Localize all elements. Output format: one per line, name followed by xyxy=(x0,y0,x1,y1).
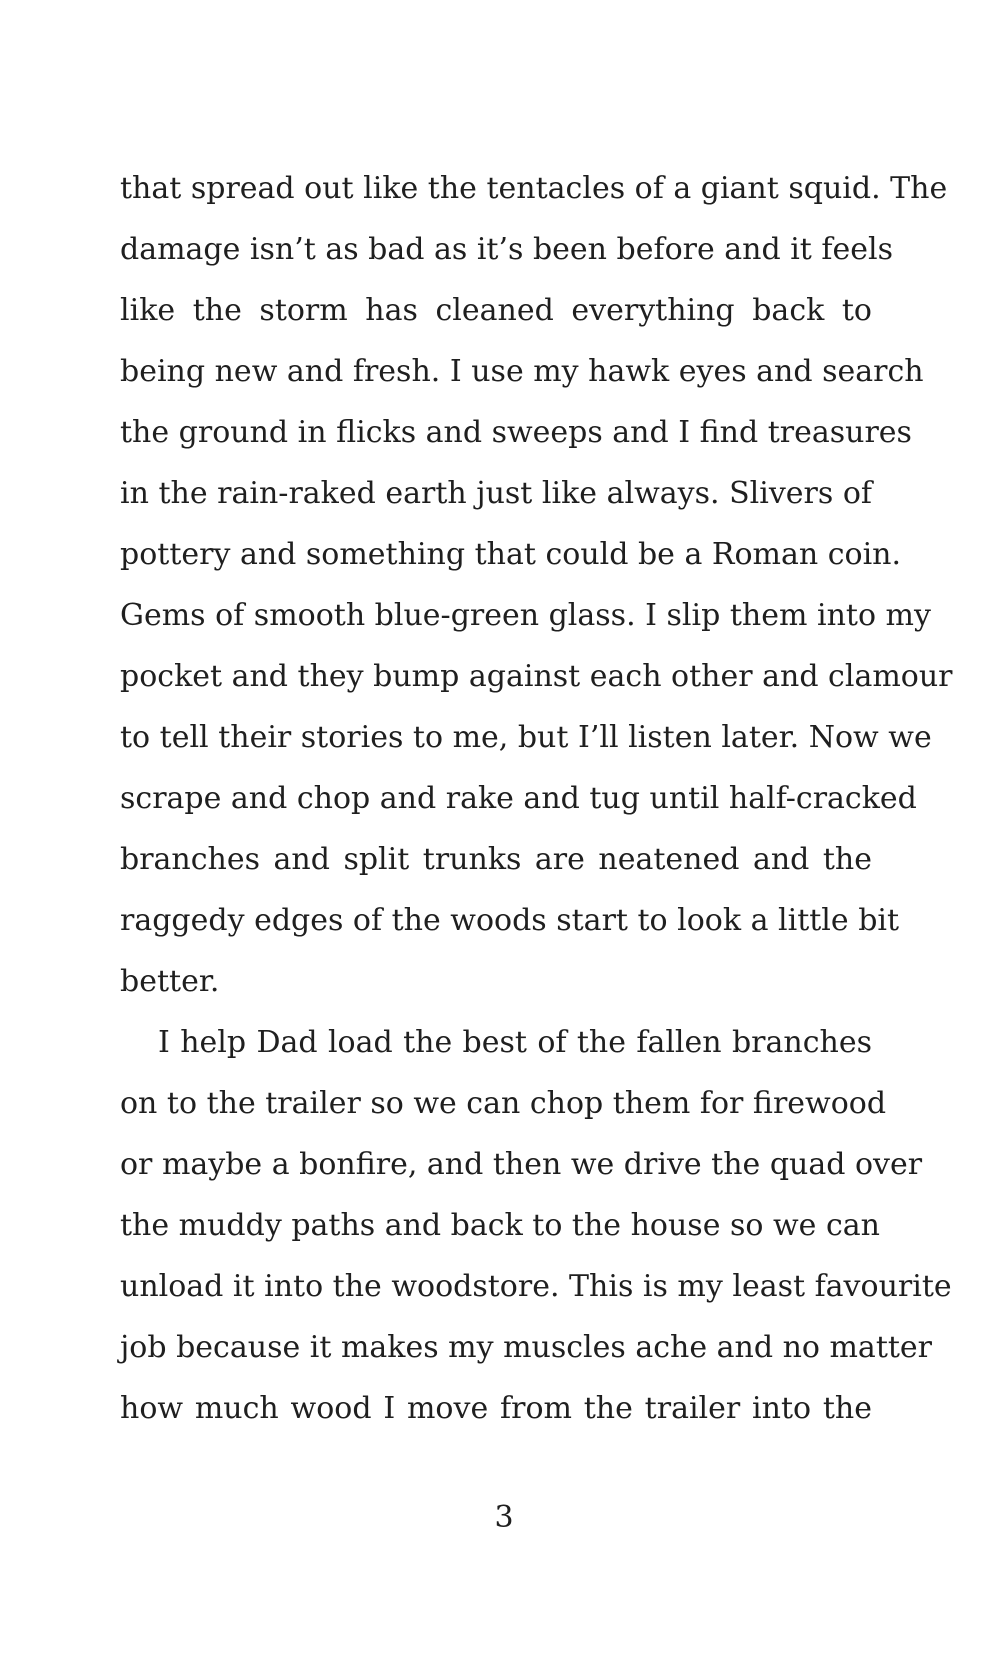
text-line: damage isn’t as bad as it’s been before and it feels xyxy=(120,232,893,267)
text-line: on to the trailer so we can chop them for firewood xyxy=(120,1086,887,1121)
text-line: pottery and something that could be a Roman coin. xyxy=(120,537,902,572)
text-line: in the rain-raked earth just like always. Slivers of xyxy=(120,476,872,511)
text-line: to tell their stories to me, but I’ll listen later. Now we xyxy=(120,720,932,755)
text-line: raggedy edges of the woods start to look a little bit xyxy=(120,903,900,938)
text-line: how much wood I move from the trailer into the xyxy=(120,1391,872,1426)
text-line: I help Dad load the best of the fallen branches xyxy=(158,1025,872,1060)
page-number: 3 xyxy=(494,1500,514,1535)
text-line: or maybe a bonfire, and then we drive the quad over xyxy=(120,1147,923,1182)
text-line: job because it makes my muscles ache and no matter xyxy=(120,1330,933,1365)
text-line: being new and fresh. I use my hawk eyes and search xyxy=(120,354,924,389)
text-line: the muddy paths and back to the house so we can xyxy=(120,1208,880,1243)
text-line: pocket and they bump against each other and clamour xyxy=(120,659,953,694)
text-line: Gems of smooth blue-green glass. I slip them into my xyxy=(120,598,931,633)
text-line: scrape and chop and rake and tug until half-cracked xyxy=(120,781,917,816)
text-line: the ground in flicks and sweeps and I find treasures xyxy=(120,415,912,450)
body-text xyxy=(120,158,953,1439)
text-line: unload it into the woodstore. This is my least favourite xyxy=(120,1269,952,1304)
text-line: better. xyxy=(120,964,220,999)
text-line: like the storm has cleaned everything back to xyxy=(120,293,872,328)
text-line: branches and split trunks are neatened and the xyxy=(120,842,872,877)
paragraph-2 xyxy=(120,1012,952,1439)
text-line: that spread out like the tentacles of a giant squid. The xyxy=(120,171,948,206)
paragraph-1 xyxy=(120,158,953,1012)
